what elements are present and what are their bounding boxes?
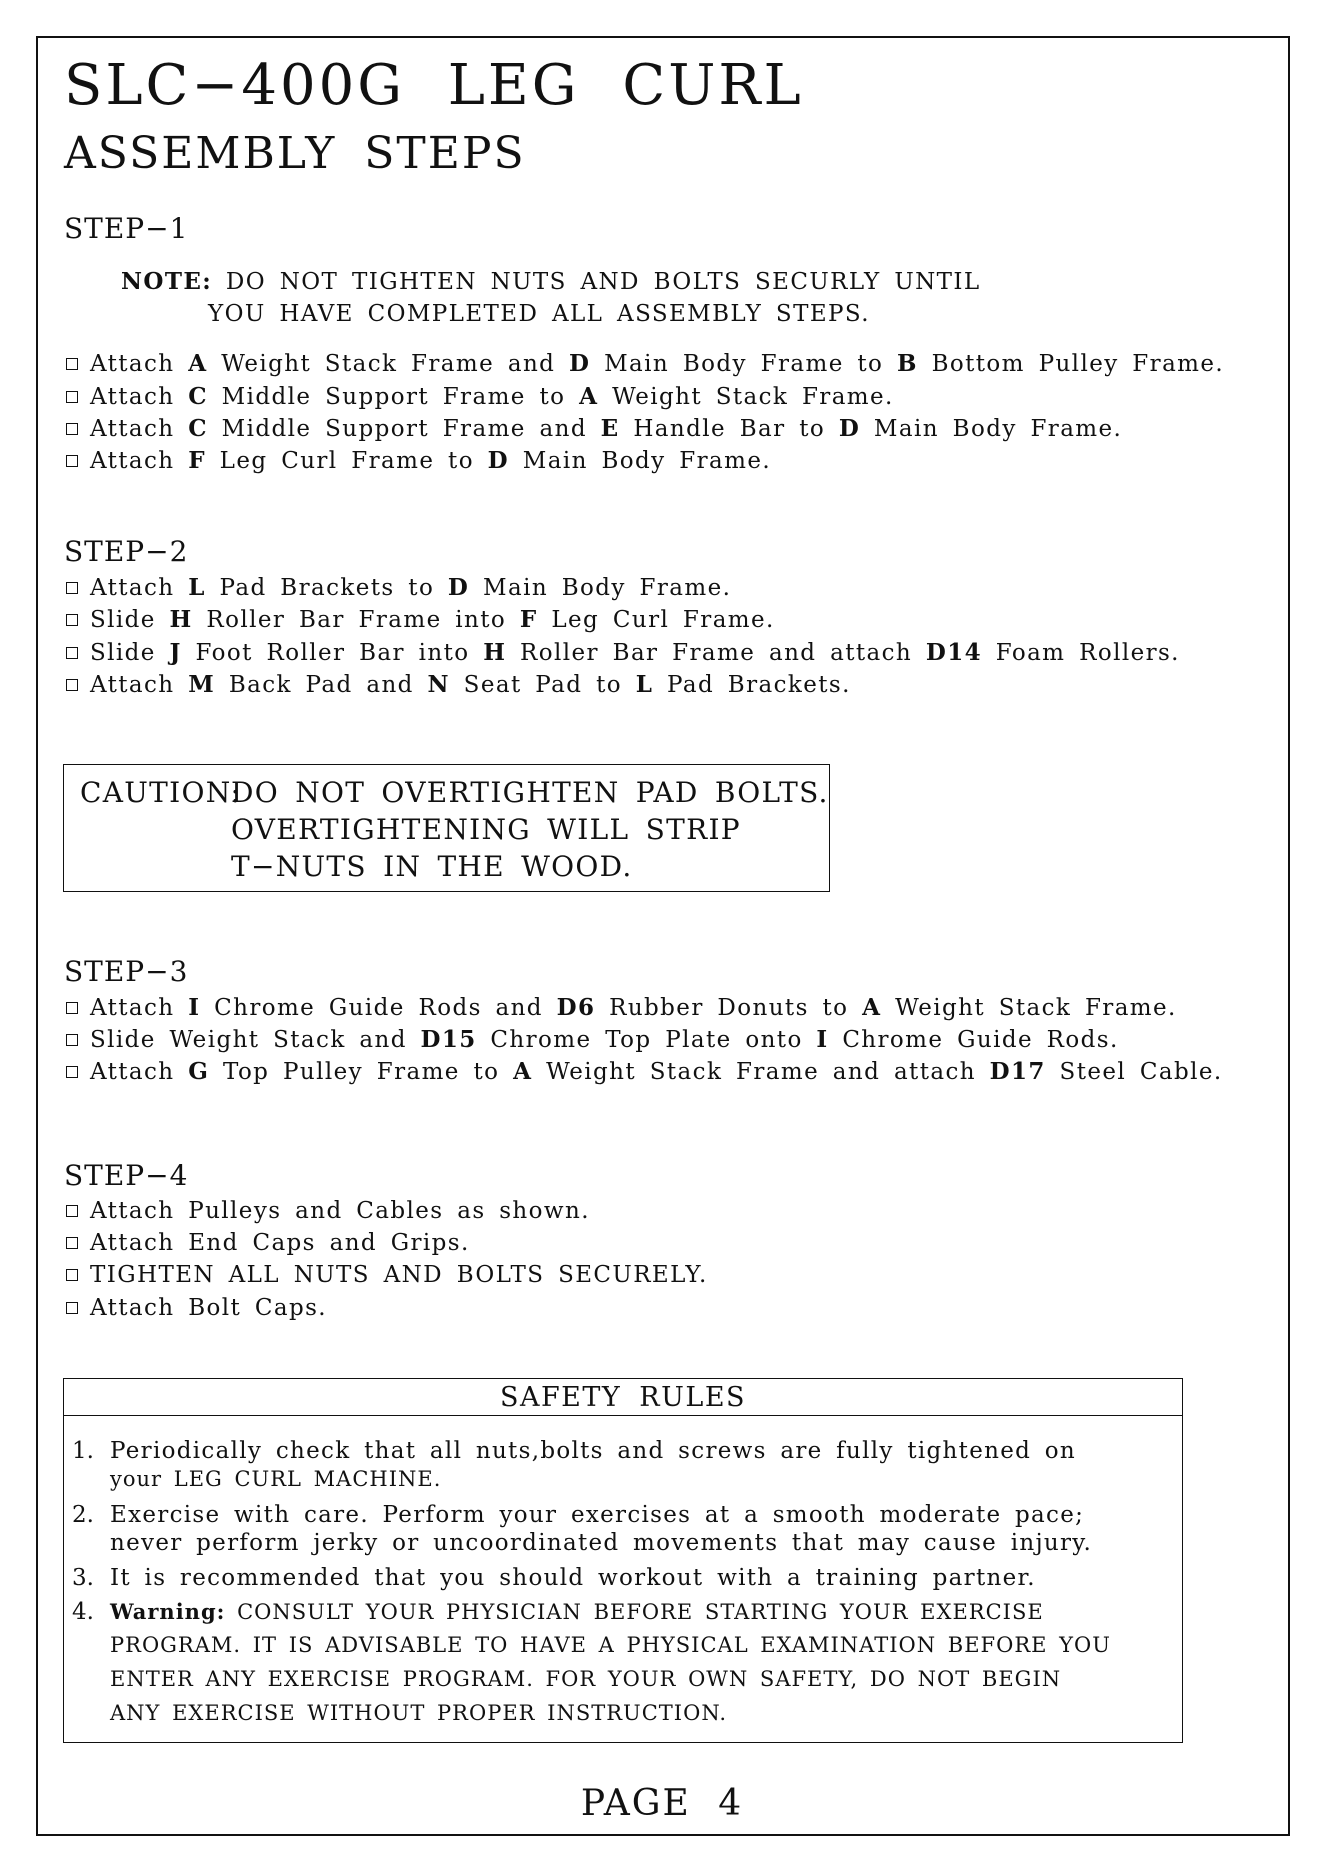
rule-2-line-2: never perform jerky or uncoordinated movements that may cause injury. xyxy=(110,1530,1093,1556)
rule-number-3: 3. xyxy=(72,1565,94,1591)
step-3-item-1: Attach I Chrome Guide Rods and D6 Rubber Donuts to A Weight Stack Frame. xyxy=(66,996,1177,1020)
step-3-item-3: Attach G Top Pulley Frame to A Weight Stack Frame and attach D17 Steel Cable. xyxy=(66,1060,1223,1084)
checkbox-icon xyxy=(66,1269,78,1281)
step-3-heading: STEP−3 xyxy=(64,955,189,988)
step-2-heading: STEP−2 xyxy=(64,535,189,568)
step-1-item-4: Attach F Leg Curl Frame to D Main Body Frame. xyxy=(66,449,771,473)
caution-box xyxy=(63,764,830,892)
step-2-item-4: Attach M Back Pad and N Seat Pad to L Pad Brackets. xyxy=(66,673,851,697)
rule-4-line-4: ANY EXERCISE WITHOUT PROPER INSTRUCTION. xyxy=(110,1701,728,1725)
rule-number-1: 1. xyxy=(72,1438,94,1464)
step-4-item-4: Attach Bolt Caps. xyxy=(66,1297,327,1320)
document-subtitle: ASSEMBLY STEPS xyxy=(64,128,526,179)
step-1-item-3: Attach C Middle Support Frame and E Handle Bar to D Main Body Frame. xyxy=(66,417,1122,441)
rule-1-line-2: your LEG CURL MACHINE. xyxy=(110,1467,442,1491)
caution-line-2: OVERTIGHTENING WILL STRIP xyxy=(231,813,741,846)
step-4-heading: STEP−4 xyxy=(64,1159,189,1192)
checkbox-icon xyxy=(66,679,78,691)
rule-3-line-1: It is recommended that you should workout with a training partner. xyxy=(110,1565,1036,1591)
checkbox-icon xyxy=(66,423,78,435)
note-line-1: DO NOT TIGHTEN NUTS AND BOLTS SECURLY UNTIL xyxy=(225,269,981,295)
checkbox-icon xyxy=(66,614,78,626)
step-1-heading: STEP−1 xyxy=(64,212,189,245)
step-4-item-2: Attach End Caps and Grips. xyxy=(66,1232,470,1255)
step-2-item-2: Slide H Roller Bar Frame into F Leg Curl Frame. xyxy=(66,608,775,632)
note-label: NOTE: xyxy=(121,268,213,295)
checkbox-icon xyxy=(66,1205,78,1217)
rule-number-2: 2. xyxy=(72,1502,94,1528)
step-1-item-1: Attach A Weight Stack Frame and D Main Body Frame to B Bottom Pulley Frame. xyxy=(66,352,1224,376)
step-4-item-1: Attach Pulleys and Cables as shown. xyxy=(66,1200,590,1223)
checkbox-icon xyxy=(66,1237,78,1249)
step-1-note xyxy=(121,270,981,294)
rule-1-line-1: Periodically check that all nuts,bolts and screws are fully tightened on xyxy=(110,1438,1077,1464)
step-2-item-1: Attach L Pad Brackets to D Main Body Frame. xyxy=(66,576,731,600)
page-number: PAGE 4 xyxy=(580,1783,744,1824)
rule-4-line-3: ENTER ANY EXERCISE PROGRAM. FOR YOUR OWN SAFETY, DO NOT BEGIN xyxy=(110,1667,1062,1691)
step-3-item-2: Slide Weight Stack and D15 Chrome Top Plate onto I Chrome Guide Rods. xyxy=(66,1028,1119,1052)
step-2-item-3: Slide J Foot Roller Bar into H Roller Bar Frame and attach D14 Foam Rollers. xyxy=(66,641,1180,665)
safety-rules-box xyxy=(63,1378,1183,1743)
step-1-item-2: Attach C Middle Support Frame to A Weight Stack Frame. xyxy=(66,385,894,409)
caution-line-3: T−NUTS IN THE WOOD. xyxy=(231,850,633,883)
checkbox-icon xyxy=(66,1302,78,1314)
note-line-2: YOU HAVE COMPLETED ALL ASSEMBLY STEPS. xyxy=(208,301,870,327)
checkbox-icon xyxy=(66,582,78,594)
checkbox-icon xyxy=(66,391,78,403)
rule-4-line-2: PROGRAM. IT IS ADVISABLE TO HAVE A PHYSICAL EXAMINATION BEFORE YOU xyxy=(110,1633,1111,1657)
step-4-item-3: TIGHTEN ALL NUTS AND BOLTS SECURELY. xyxy=(66,1264,708,1287)
checkbox-icon xyxy=(66,1002,78,1014)
checkbox-icon xyxy=(66,1066,78,1078)
checkbox-icon xyxy=(66,358,78,370)
checkbox-icon xyxy=(66,1034,78,1046)
document-title: SLC−400G LEG CURL xyxy=(64,53,804,118)
rule-4-line-1: Warning: CONSULT YOUR PHYSICIAN BEFORE STARTING YOUR EXERCISE xyxy=(110,1599,1044,1624)
safety-rules-title: SAFETY RULES xyxy=(64,1379,1182,1416)
checkbox-icon xyxy=(66,455,78,467)
checkbox-icon xyxy=(66,647,78,659)
caution-line-1: DO NOT OVERTIGHTEN PAD BOLTS. xyxy=(231,776,829,809)
caution-label: CAUTION: xyxy=(80,776,242,809)
warning-label: Warning: xyxy=(110,1599,226,1624)
rule-number-4: 4. xyxy=(72,1599,94,1625)
rule-2-line-1: Exercise with care. Perform your exercises at a smooth moderate pace; xyxy=(110,1502,1085,1528)
